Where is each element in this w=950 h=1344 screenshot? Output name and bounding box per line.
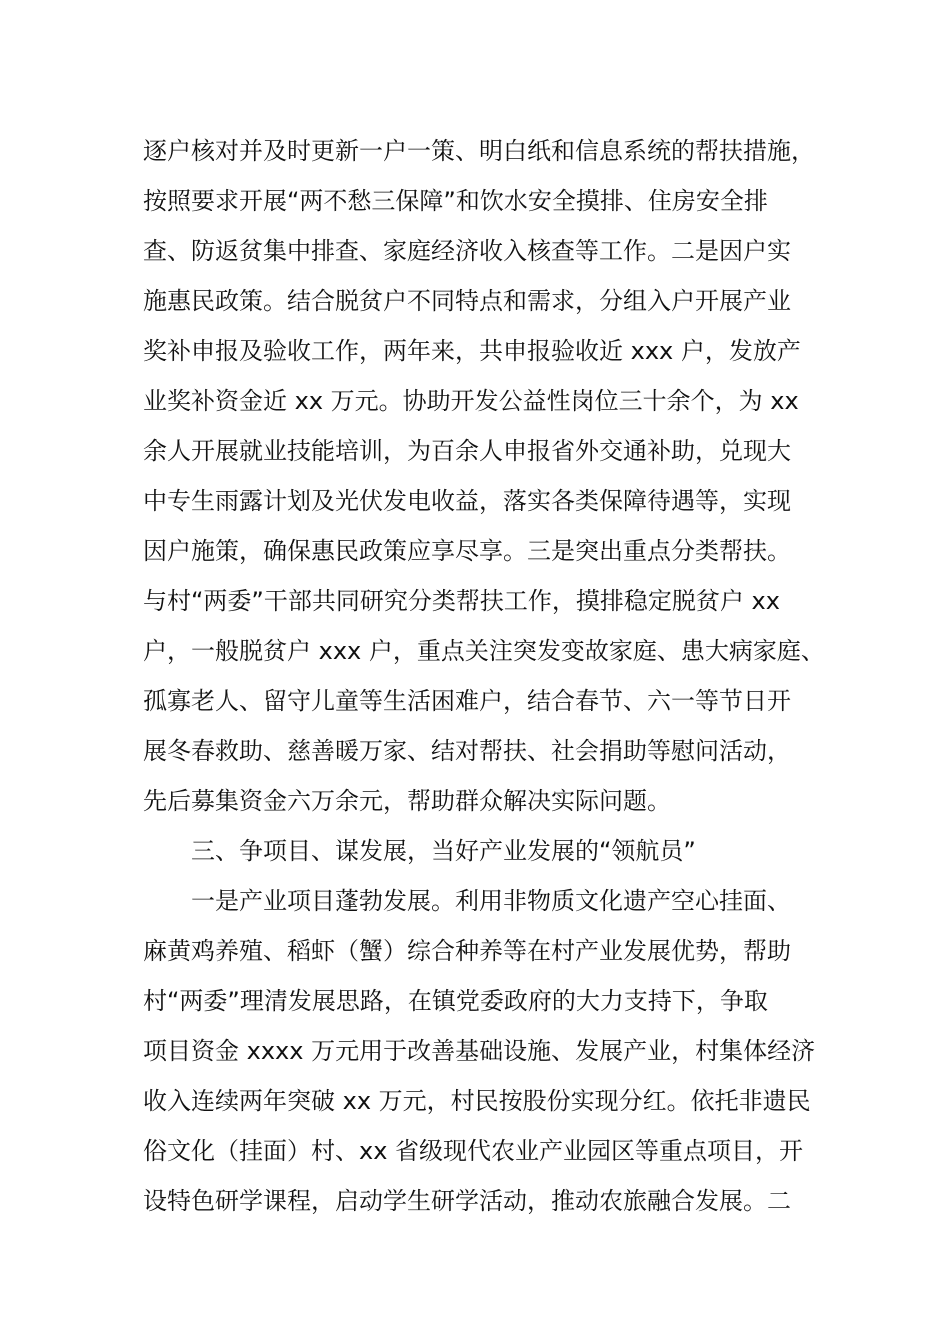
text-line: 孤寡老人、留守儿童等生活困难户，结合春节、六一等节日开 <box>143 687 791 715</box>
text-line: 展冬春救助、慈善暖万家、结对帮扶、社会捐助等慰问活动， <box>143 737 791 765</box>
text-line: 业奖补资金近 xx 万元。协助开发公益性岗位三十余个，为 xx <box>143 387 799 415</box>
text-line: 设特色研学课程，启动学生研学活动，推动农旅融合发展。二 <box>143 1187 791 1215</box>
text-line: 按照要求开展“两不愁三保障”和饮水安全摸排、住房安全排 <box>143 187 768 215</box>
text-line: 奖补申报及验收工作，两年来，共申报验收近 xxx 户，发放产 <box>143 337 801 365</box>
text-line: 俗文化（挂面）村、xx 省级现代农业产业园区等重点项目，开 <box>143 1137 804 1165</box>
text-line: 逐户核对并及时更新一户一策、明白纸和信息系统的帮扶措施， <box>143 137 815 165</box>
text-line: 一是产业项目蓬勃发展。利用非物质文化遗产空心挂面、 <box>191 887 791 915</box>
text-line: 收入连续两年突破 xx 万元，村民按股份实现分红。依托非遗民 <box>143 1087 811 1115</box>
text-line: 因户施策，确保惠民政策应享尽享。三是突出重点分类帮扶。 <box>143 537 791 565</box>
text-line: 施惠民政策。结合脱贫户不同特点和需求，分组入户开展产业 <box>143 287 791 315</box>
text-line: 项目资金 xxxx 万元用于改善基础设施、发展产业，村集体经济 <box>143 1037 816 1065</box>
text-line: 麻黄鸡养殖、稻虾（蟹）综合种养等在村产业发展优势，帮助 <box>143 937 791 965</box>
body-text <box>143 126 825 1226</box>
text-line: 中专生雨露计划及光伏发电收益，落实各类保障待遇等，实现 <box>143 487 791 515</box>
text-line: 户，一般脱贫户 xxx 户，重点关注突发变故家庭、患大病家庭、 <box>143 637 825 665</box>
text-line: 余人开展就业技能培训，为百余人申报省外交通补助，兑现大 <box>143 437 791 465</box>
text-line: 先后募集资金六万余元，帮助群众解决实际问题。 <box>143 787 671 815</box>
text-line: 查、防返贫集中排查、家庭经济收入核查等工作。二是因户实 <box>143 237 791 265</box>
text-line: 与村“两委”干部共同研究分类帮扶工作，摸排稳定脱贫户 xx <box>143 587 780 615</box>
text-line: 村“两委”理清发展思路，在镇党委政府的大力支持下，争取 <box>143 987 768 1015</box>
section-heading: 三、争项目、谋发展，当好产业发展的“领航员” <box>191 837 696 865</box>
